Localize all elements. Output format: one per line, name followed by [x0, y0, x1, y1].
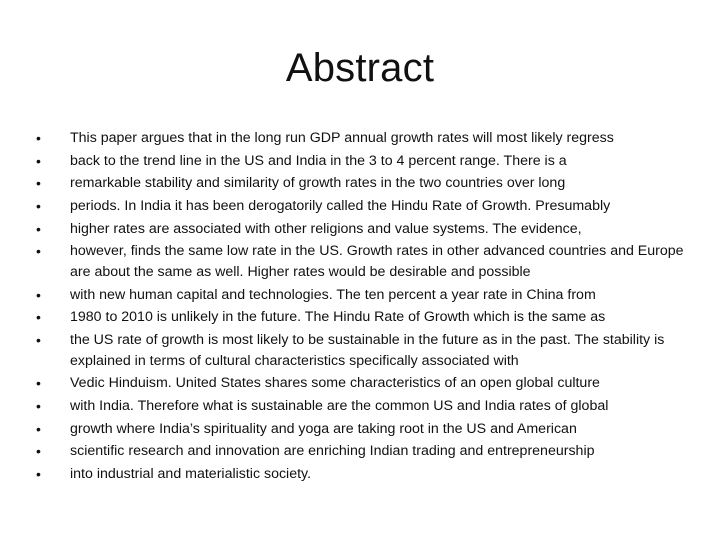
slide-title: Abstract — [285, 46, 435, 90]
bullet-text: with India. Therefore what is sustainable are the common US and India rates of global — [70, 397, 609, 414]
bullet-text: Vedic Hinduism. United States shares some characteristics of an open global culture — [70, 375, 600, 392]
bullet-icon: • — [36, 332, 41, 348]
bullet-icon: • — [36, 375, 41, 392]
bullet-item — [36, 330, 696, 371]
bullet-icon: • — [36, 130, 41, 146]
bullet-text: higher rates are associated with other religions and value systems. The evidence, — [70, 220, 582, 237]
bullet-list — [36, 128, 696, 487]
bullet-item — [36, 219, 696, 240]
bullet-item — [36, 307, 696, 328]
bullet-text: back to the trend line in the US and India in the 3 to 4 percent range. There is a — [70, 152, 567, 169]
bullet-text: with new human capital and technologies. The ten percent a year rate in China from — [70, 286, 596, 303]
bullet-icon: • — [36, 152, 41, 169]
bullet-item — [36, 441, 696, 462]
bullet-text: the US rate of growth is most likely to be sustainable in the future as in the past. The stability is explained in terms of cultural characteristics specifically associated with — [70, 332, 665, 369]
bullet-icon: • — [36, 397, 41, 414]
bullet-icon: • — [36, 286, 41, 303]
bullet-item — [36, 396, 696, 417]
bullet-icon: • — [36, 243, 41, 260]
bullet-icon: • — [36, 309, 41, 326]
bullet-item — [36, 128, 696, 149]
bullet-text: however, finds the same low rate in the US. Growth rates in other advanced countries and Europe are about the same as well. Higher rates would be desirable and possible — [70, 243, 684, 280]
bullet-item — [36, 196, 696, 217]
bullet-text: 1980 to 2010 is unlikely in the future. The Hindu Rate of Growth which is the same as — [70, 309, 606, 326]
bullet-text: into industrial and materialistic society. — [70, 465, 312, 482]
bullet-item — [36, 464, 696, 485]
bullet-item — [36, 419, 696, 440]
bullet-text: scientific research and innovation are enriching Indian trading and entrepreneurship — [70, 443, 595, 460]
bullet-item — [36, 241, 696, 282]
bullet-icon: • — [36, 220, 41, 237]
bullet-icon: • — [36, 420, 41, 437]
bullet-item — [36, 373, 696, 394]
bullet-text: periods. In India it has been derogatorily called the Hindu Rate of Growth. Presumably — [70, 198, 611, 215]
bullet-icon: • — [36, 198, 41, 215]
bullet-text: growth where India’s spirituality and yoga are taking root in the US and American — [70, 420, 577, 437]
bullet-text: remarkable stability and similarity of growth rates in the two countries over long — [70, 175, 566, 192]
bullet-icon: • — [36, 175, 41, 192]
bullet-item — [36, 151, 696, 172]
bullet-icon: • — [36, 443, 41, 460]
bullet-text: This paper argues that in the long run GDP annual growth rates will most likely regress — [70, 130, 614, 146]
bullet-item — [36, 285, 696, 306]
bullet-icon: • — [36, 465, 41, 482]
bullet-item — [36, 173, 696, 194]
